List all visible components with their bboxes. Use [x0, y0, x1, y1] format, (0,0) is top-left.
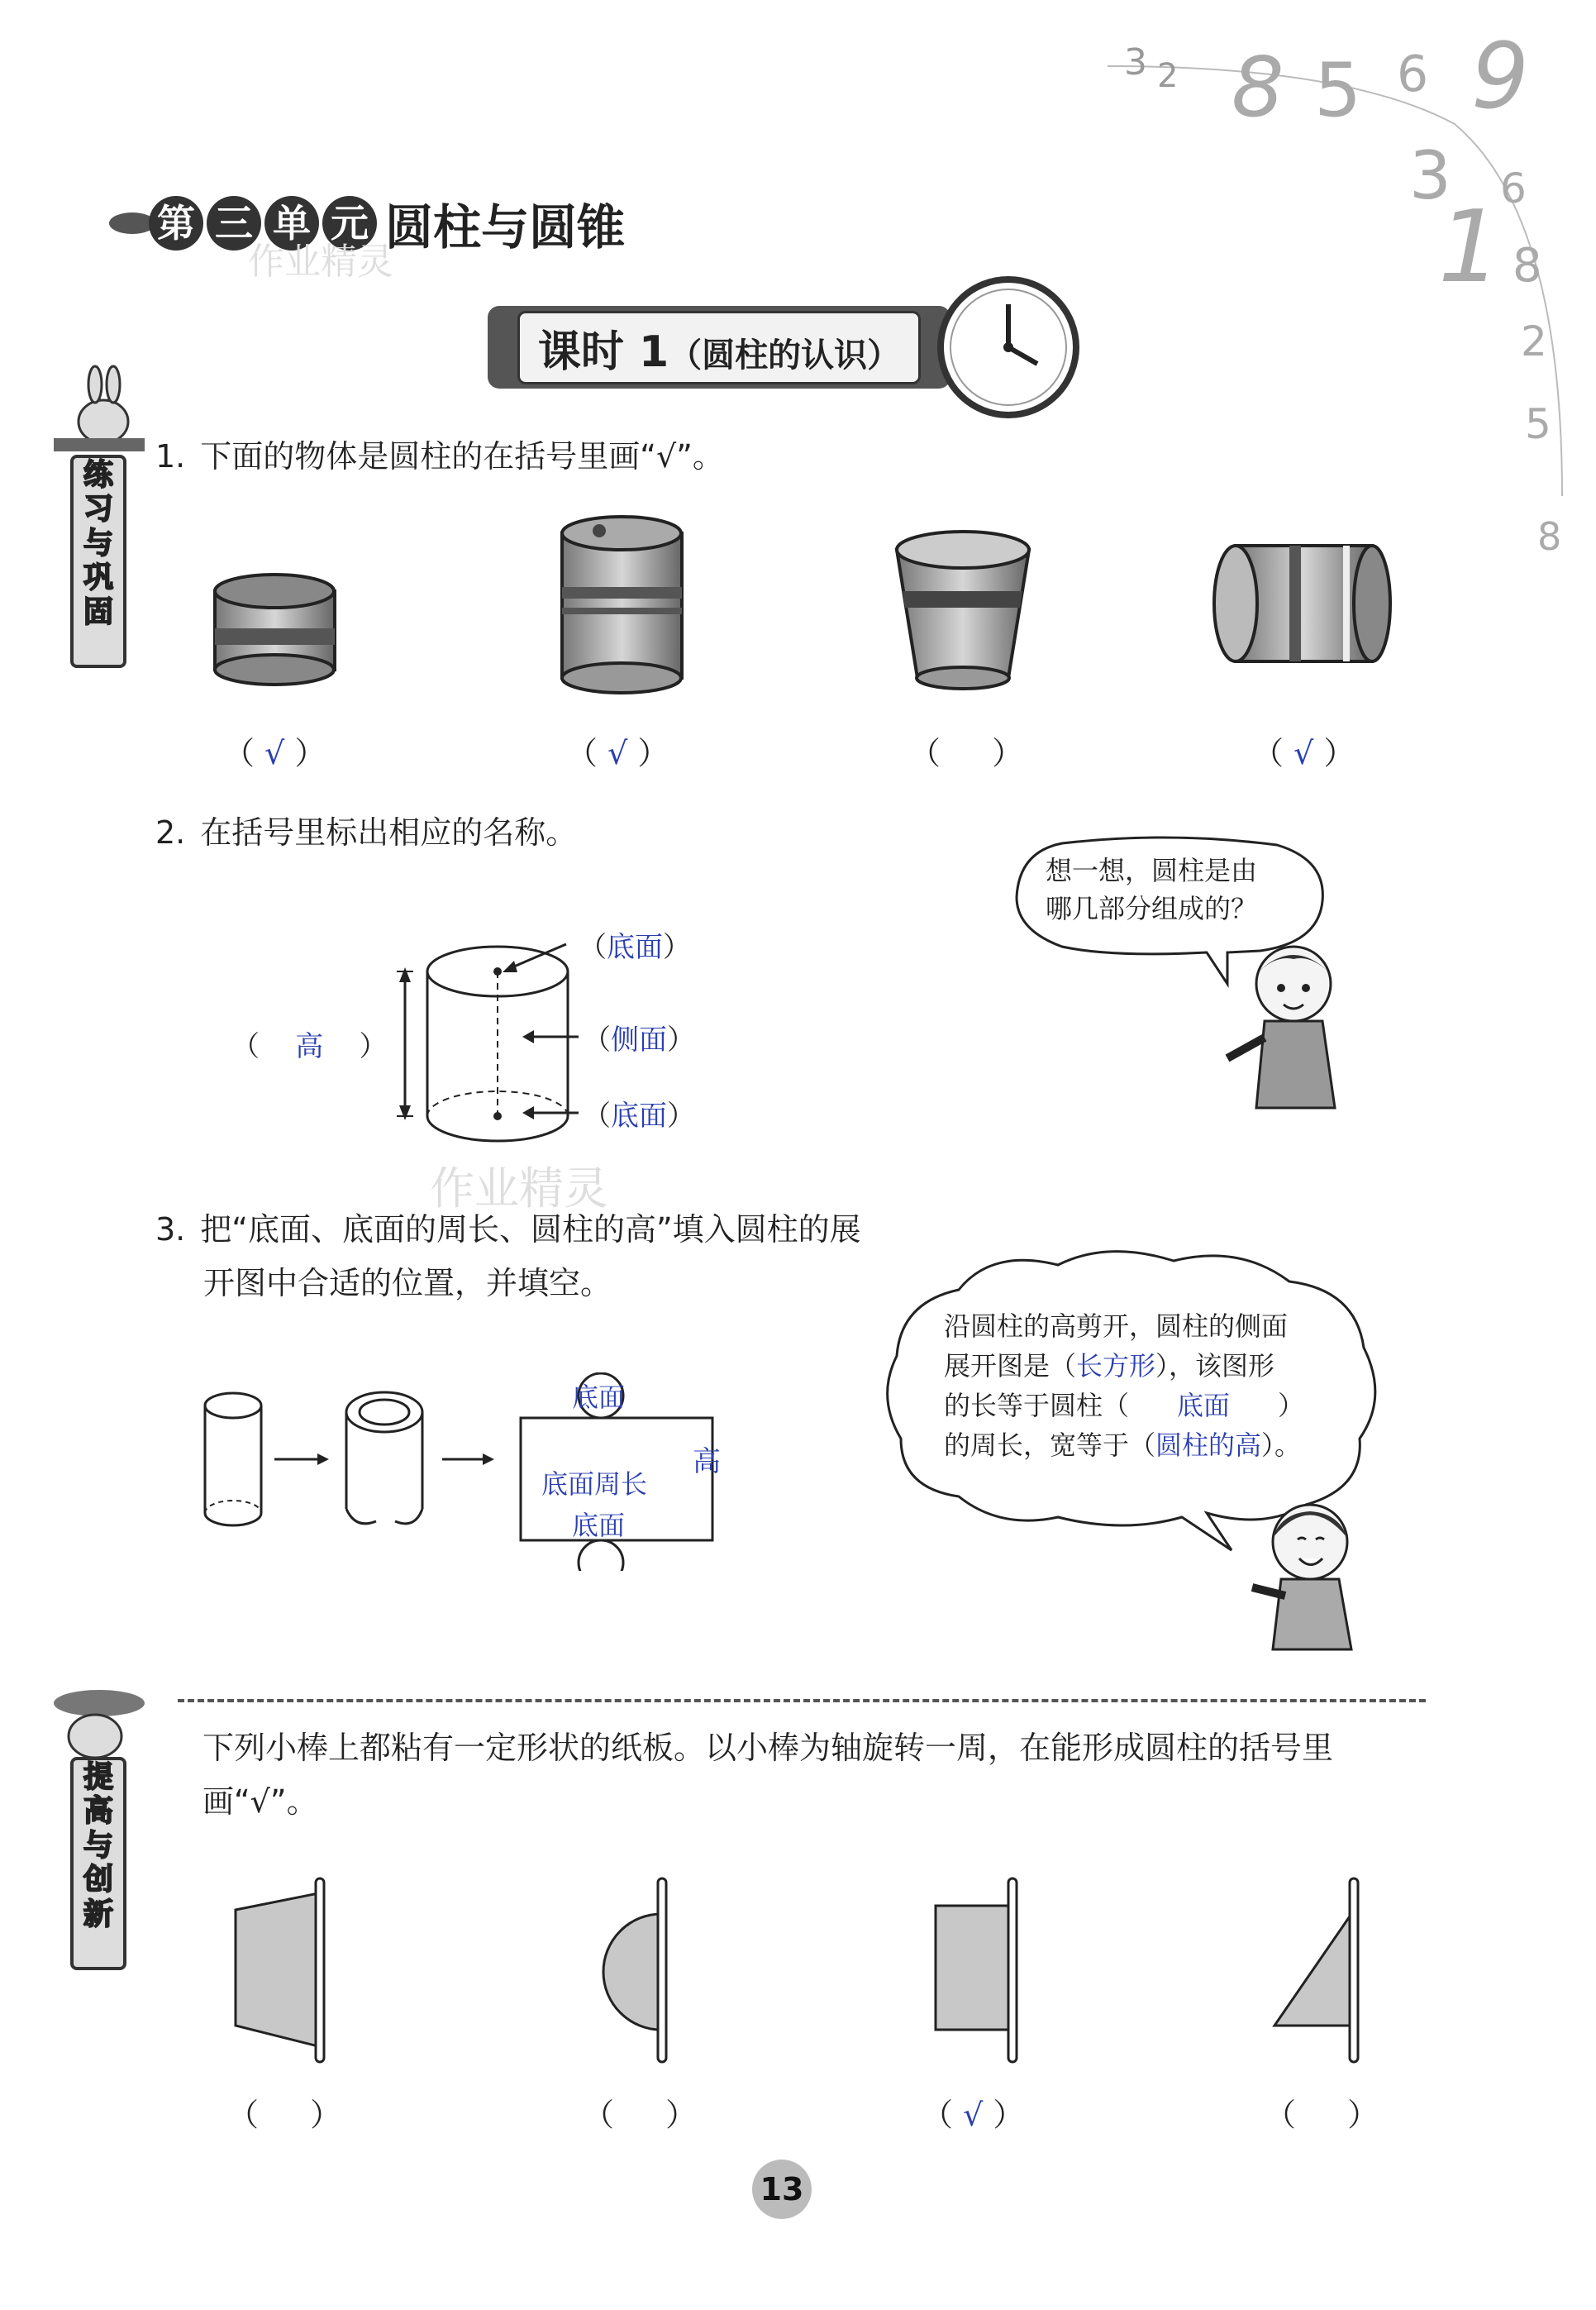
banner-char: 新 [83, 1897, 113, 1931]
page-number-text: 13 [760, 2171, 804, 2207]
lying-cylinder-figure [1214, 546, 1390, 661]
q2-label-side[interactable]: （侧面） [583, 1024, 695, 1057]
advance-banner [70, 1757, 126, 1970]
unit-char: 单 [264, 196, 319, 251]
q1-answer-paren[interactable]: （ √ ） [223, 735, 326, 771]
q3-text-line2: 开图中合适的位置，并填空。 [203, 1264, 612, 1301]
q2-prompt [155, 806, 577, 860]
net-bottom-label: 底面 [572, 1510, 626, 1541]
bubble-line: 哪几部分组成的？ [1046, 893, 1258, 925]
corner-digit: 1 [1438, 190, 1502, 305]
extension-text-line2: 画“√”。 [202, 1783, 318, 1820]
corner-digit: 8 [1537, 514, 1562, 559]
q2-number: 2. [155, 814, 186, 851]
q2-label-bottom[interactable]: （底面） [583, 1100, 695, 1133]
thought-bubble-1-text [1046, 852, 1257, 928]
trapezoid-on-rod-figure [236, 1878, 324, 2062]
bucket-figure [897, 532, 1029, 689]
corner-digit: 8 [1513, 239, 1542, 293]
net-middle-label: 底面周长 [541, 1468, 648, 1500]
answer-text: 底面 [607, 931, 663, 964]
bubble-line: 展开图是（长方形），该图形 [944, 1350, 1275, 1382]
q1-objects [190, 513, 1455, 706]
girl-illustration [1240, 1488, 1372, 1657]
rotation-shapes [207, 1869, 1405, 2070]
corner-digit: 2 [1157, 57, 1179, 95]
rabbit-icon [45, 364, 153, 455]
pointer-arrows [496, 926, 587, 1133]
banner-char: 创 [83, 1863, 113, 1897]
q1-object-figures [190, 513, 1455, 703]
net-right-label: 高 [693, 1445, 721, 1478]
lesson-banner [488, 306, 950, 389]
corner-digit: 9 [1471, 33, 1529, 129]
corner-digit: 2 [1521, 317, 1547, 365]
lesson-topic: （圆柱的认识） [669, 336, 901, 375]
can-figure [562, 517, 682, 693]
unit-char: 第 [149, 196, 203, 251]
q1-answer-paren[interactable]: （ √ ） [566, 735, 669, 771]
q3-number: 3. [155, 1211, 186, 1248]
cylinder-unfolding-figure [198, 1372, 744, 1571]
answer-mark: √ [963, 2097, 984, 2133]
q3-unfold-diagram [198, 1372, 744, 1574]
banner-char: 固 [83, 594, 113, 629]
q1-number: 1. [155, 438, 186, 475]
clock-icon [934, 273, 1083, 425]
q1-prompt [155, 430, 724, 484]
banner-char: 与 [83, 1828, 113, 1863]
bubble-line: 的长等于圆柱（ 底面 ） [944, 1386, 1304, 1425]
boy-icon [1219, 934, 1360, 1116]
watermark: 作业精灵 [430, 1162, 608, 1215]
corner-digit: 5 [1314, 47, 1362, 134]
dog-icon [45, 1678, 153, 1761]
q3-prompt [155, 1203, 861, 1310]
bubble-line: 的周长，宽等于（圆柱的高）。 [944, 1429, 1302, 1461]
answer-mark: √ [607, 735, 628, 771]
extension-answer-paren[interactable]: （ ） [227, 2097, 342, 2133]
answer-text: 底面 [611, 1100, 667, 1133]
q2-label-height[interactable]: （ 高 ） [231, 1030, 388, 1063]
extension-answer-paren[interactable]: （ ） [1265, 2097, 1379, 2133]
q1-text: 下面的物体是圆柱的在括号里画“√”。 [200, 438, 724, 475]
q1-answer-paren[interactable]: （ ） [909, 735, 1024, 771]
answer-mark: √ [264, 735, 285, 771]
q1-answer-paren[interactable]: （ √ ） [1252, 735, 1355, 771]
boy-illustration [1219, 934, 1360, 1119]
q2-text: 在括号里标出相应的名称。 [200, 814, 578, 851]
q2-label-top[interactable]: （底面） [579, 931, 691, 964]
practice-banner-mascot [45, 364, 153, 458]
watermark: 作业精灵 [248, 241, 393, 283]
extension-answer-paren[interactable]: （ ） [583, 2097, 698, 2133]
q3-text-line1: 把“底面、底面的周长、圆柱的高”填入圆柱的展 [200, 1211, 861, 1248]
answer-text[interactable]: 长方形 [1076, 1350, 1156, 1382]
corner-digit: 3 [1409, 137, 1451, 214]
extension-text-line1: 下列小棒上都粘有一定形状的纸板。以小棒为轴旋转一周，在能形成圆柱的括号里 [202, 1730, 1334, 1766]
unit-char: 三 [207, 196, 261, 251]
rotation-shape-figures [207, 1869, 1405, 2067]
rectangle-on-rod-figure [936, 1878, 1017, 2062]
net-top-label: 底面 [572, 1382, 626, 1413]
triangle-on-rod-figure [1274, 1878, 1358, 2062]
answer-mark: √ [1293, 735, 1314, 771]
extension-prompt [202, 1721, 1442, 1828]
semicircle-on-rod-figure [603, 1878, 666, 2062]
corner-digit: 6 [1500, 165, 1527, 212]
girl-icon [1240, 1488, 1372, 1654]
section-divider [178, 1699, 1426, 1702]
answer-text: 侧面 [611, 1024, 667, 1057]
thought-bubble-2-text [944, 1306, 1304, 1465]
banner-char: 练 [83, 458, 113, 492]
corner-digit: 3 [1124, 41, 1147, 84]
corner-digit: 8 [1232, 39, 1284, 136]
banner-char: 巩 [83, 561, 113, 595]
short-cylinder-figure [215, 575, 335, 685]
banner-char: 习 [83, 492, 113, 527]
q2-arrows [496, 926, 587, 1136]
corner-digit: 5 [1525, 400, 1551, 448]
extension-answer-paren[interactable]: （ √ ） [922, 2097, 1025, 2133]
advance-banner-mascot [45, 1678, 153, 1764]
corner-digits [1099, 33, 1587, 562]
answer-text[interactable]: 底面 [1177, 1390, 1231, 1421]
bubble-line: 沿圆柱的高剪开，圆柱的侧面 [944, 1310, 1289, 1342]
practice-banner [70, 455, 126, 668]
unit-char: 元 [322, 196, 377, 251]
banner-char: 高 [83, 1794, 113, 1829]
unit-title-text: 圆柱与圆锥 [385, 199, 626, 255]
corner-digits-art [1099, 33, 1587, 562]
banner-char: 提 [83, 1760, 113, 1794]
page-number [752, 2160, 812, 2219]
answer-text: 高 [295, 1030, 324, 1063]
answer-text[interactable]: 圆柱的高 [1155, 1429, 1262, 1461]
banner-char: 与 [83, 526, 113, 561]
corner-digit: 6 [1397, 45, 1429, 103]
lesson-label: 课时 1 [537, 327, 669, 377]
bubble-line: 想一想，圆柱是由 [1046, 855, 1258, 886]
